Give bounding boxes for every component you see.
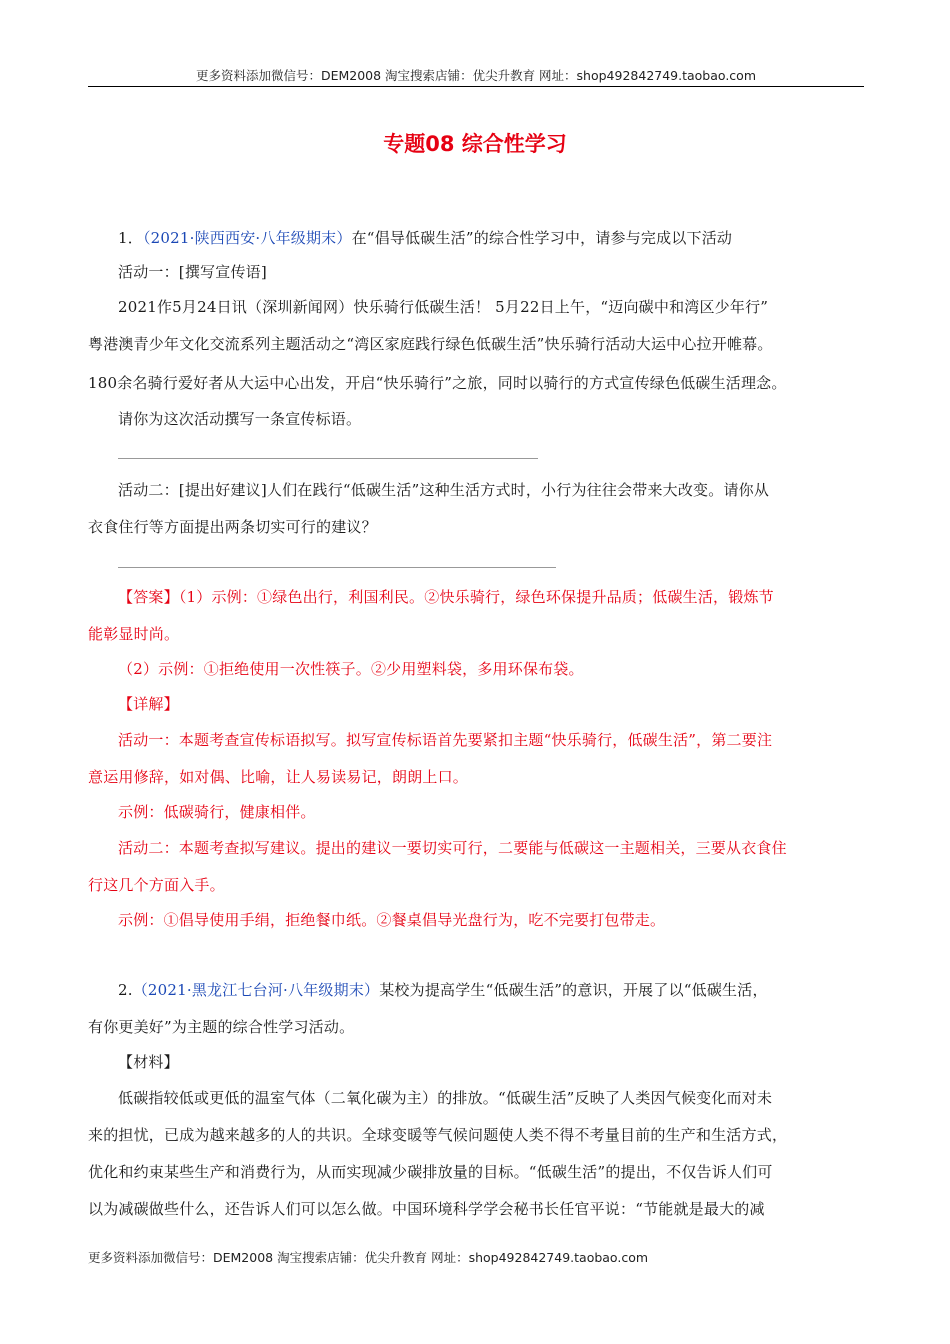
- q1-activity2-line1: 活动二：[提出好建议]人们在践行“低碳生活”这种生活方式时，小行为往往会带来大改变。请你从: [118, 481, 770, 499]
- q1-stem: [118, 228, 864, 248]
- q1-explain-line4: 活动二：本题考查拟写建议。提出的建议一要切实可行，二要能与低碳这一主题相关，三要从衣食住: [118, 839, 787, 857]
- q2-material-line4: 以为减碳做些什么，还告诉人们可以怎么做。中国环境科学学会秘书长任官平说：“节能就是最大的减: [88, 1200, 765, 1218]
- q1-number: 1．: [118, 229, 143, 247]
- q1-explain-line6: 示例：①倡导使用手绢，拒绝餐巾纸。②餐桌倡导光盘行为，吃不完要打包带走。: [118, 911, 666, 929]
- q1-answer-line1: [118, 587, 864, 607]
- q1-explain-line5: 行这几个方面入手。: [88, 876, 225, 894]
- header-rule: [88, 86, 864, 87]
- q1-prompt: 请你为这次活动撰写一条宣传标语。: [118, 410, 362, 428]
- q1-passage-line2: 粤港澳青少年文化交流系列主题活动之“湾区家庭践行绿色低碳生活”快乐骑行活动大运中心拉开帷幕。: [88, 335, 773, 353]
- page-header: 更多资料添加微信号：DEM2008 淘宝搜索店铺：优尖升教育 网址：shop492842749.taobao.com: [195, 68, 757, 83]
- q1-source: （2021·陕西西安·八年级期末）: [142, 229, 352, 247]
- q1-explain-line3: 示例：低碳骑行，健康相伴。: [118, 803, 316, 821]
- q1-explain-line2: 意运用修辞，如对偶、比喻，让人易读易记，朗朗上口。: [88, 768, 469, 786]
- q1-answer-line2: 能彰显时尚。: [88, 625, 180, 643]
- q1-answer-line3: （2）示例：①拒绝使用一次性筷子。②少用塑料袋，多用环保布袋。: [118, 660, 584, 678]
- q1-stem-text: 在“倡导低碳生活”的综合性学习中，请参与完成以下活动: [351, 229, 733, 247]
- q2-material-line1: 低碳指较低或更低的温室气体（二氧化碳为主）的排放。“低碳生活”反映了人类因气候变化而对未: [118, 1089, 773, 1107]
- q2-stem-line1: [118, 980, 864, 1000]
- q1-explain-line1: 活动一：本题考查宣传标语拟写。拟写宣传标语首先要紧扣主题“快乐骑行，低碳生活”，第二要注: [118, 731, 773, 749]
- q2-stem-text: 某校为提高学生“低碳生活”的意识，开展了以“低碳生活，: [379, 981, 768, 999]
- q2-number: 2.: [118, 981, 133, 999]
- q1-passage-line1: 2021作5月24日讯（深圳新闻网）快乐骑行低碳生活！ 5月22日上午，“迈向碳中和湾区少年行”: [118, 298, 769, 316]
- q2-stem-line2: 有你更美好”为主题的综合性学习活动。: [88, 1018, 355, 1036]
- q1-answer-blank-2[interactable]: [118, 567, 556, 568]
- q1-activity1-title: 活动一：[撰写宣传语]: [118, 263, 267, 281]
- q2-material-line3: 优化和约束某些生产和消费行为，从而实现减少碳排放量的目标。“低碳生活”的提出，不仅告诉人们可: [88, 1163, 773, 1181]
- answer-text: （1）示例：①绿色出行，利国利民。②快乐骑行，绿色环保提升品质；低碳生活，锻炼节: [178, 588, 774, 606]
- page-footer: 更多资料添加微信号：DEM2008 淘宝搜索店铺：优尖升教育 网址：shop492842749.taobao.com: [88, 1250, 649, 1265]
- q1-answer-blank-1[interactable]: [118, 458, 538, 459]
- q1-passage-line3: 180余名骑行爱好者从大运中心出发，开启“快乐骑行”之旅，同时以骑行的方式宣传绿色低碳生活理念。: [88, 374, 787, 392]
- q1-activity2-line2: 衣食住行等方面提出两条切实可行的建议？: [88, 518, 377, 536]
- page-title: 专题08 综合性学习: [383, 132, 567, 156]
- answer-tag: 【答案】: [118, 588, 179, 606]
- q2-material-tag: 【材料】: [118, 1053, 179, 1071]
- q2-source: （2021·黑龙江七台河·八年级期末）: [132, 981, 380, 999]
- q2-material-line2: 来的担忧，已成为越来越多的人的共识。全球变暖等气候问题使人类不得不考量目前的生产和生活方式，: [88, 1126, 788, 1144]
- explain-tag: 【详解】: [118, 695, 179, 713]
